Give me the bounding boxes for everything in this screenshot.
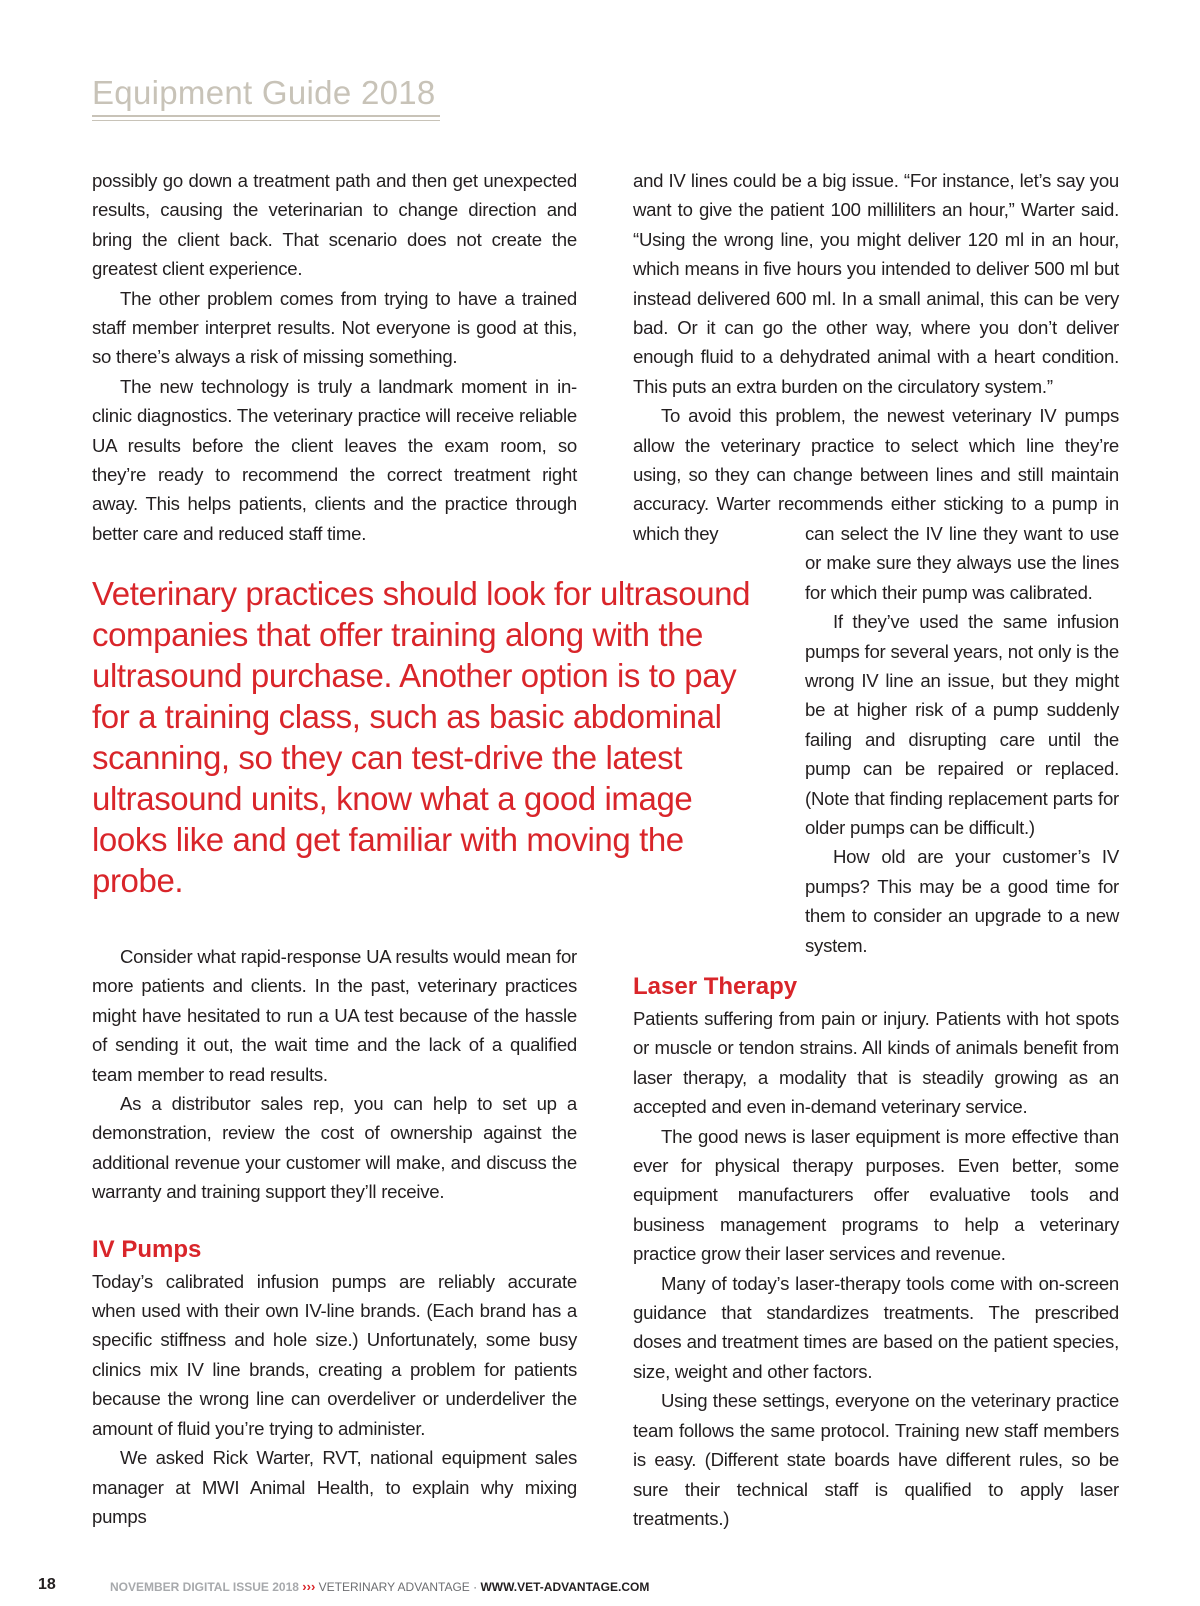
header-rule-thin xyxy=(92,120,440,121)
body-paragraph: can select the IV line they want to use or make sure they always use the lines for which their pump was calibrated. xyxy=(805,523,1119,603)
page-footer xyxy=(0,1576,1200,1598)
body-paragraph: possibly go down a treatment path and then get unexpected results, causing the veterinarian to change direction and bring the client back. That scenario does not create the greatest client experience. xyxy=(92,170,577,280)
body-paragraph: We asked Rick Warter, RVT, national equipment sales manager at MWI Animal Health, to explain why mixing pumps xyxy=(92,1447,577,1527)
left-column-bottom xyxy=(92,942,577,1531)
left-column-top xyxy=(92,166,577,548)
right-column-narrow xyxy=(805,519,1119,960)
body-paragraph: The new technology is truly a landmark moment in in-clinic diagnostics. The veterinary practice will receive reliable UA results before the client leaves the exam room, so they’re ready to recommend the correct treatment right away. This helps patients, clients and the practice through better care and reduced staff time. xyxy=(92,375,577,544)
section-heading-iv-pumps: IV Pumps xyxy=(92,1235,202,1263)
body-paragraph: As a distributor sales rep, you can help to set up a demonstration, review the cost of ownership against the additional revenue your customer will make, and discuss the warranty and training support they’ll receive. xyxy=(92,1093,577,1203)
page-number: 18 xyxy=(38,1576,56,1593)
footer-arrows-icon: ››› xyxy=(302,1579,316,1594)
body-paragraph: The other problem comes from trying to have a trained staff member interpret results. Not everyone is good at this, so there’s always a risk of missing something. xyxy=(92,287,577,368)
header-rule xyxy=(92,115,440,117)
section-heading-laser-therapy: Laser Therapy xyxy=(633,973,798,1000)
pull-quote: Veterinary practices should look for ultrasound companies that offer training along with the ultrasound purchase. Another option is to pay for a training class, such as basic abdominal scanning, so they can test-drive the latest ultrasound units, know what a good image looks like and get familiar with moving the probe. xyxy=(92,575,751,899)
body-paragraph: The good news is laser equipment is more effective than ever for physical therapy purposes. Even better, some equipment manufacturers offer evaluative tools and business management programs to help a veterinary practice grow their laser services and revenue. xyxy=(633,1125,1119,1265)
footer-issue: NOVEMBER DIGITAL ISSUE 2018 xyxy=(110,1580,299,1594)
footer-credit xyxy=(110,1579,649,1594)
body-paragraph: How old are your customer’s IV pumps? This may be a good time for them to consider an upgrade to a new system. xyxy=(805,846,1119,956)
body-paragraph: Patients suffering from pain or injury. Patients with hot spots or muscle or tendon strains. All kinds of animals benefit from laser therapy, a modality that is steadily growing as an accepted and even in-demand veterinary service. xyxy=(633,1008,1119,1118)
footer-publication: VETERINARY ADVANTAGE xyxy=(318,1580,470,1594)
body-paragraph: If they’ve used the same infusion pumps for several years, not only is the wrong IV line an issue, but they might be at higher risk of a pump suddenly failing and disrupting care until the pump can be repaired or replaced. (Note that finding replacement parts for older pumps can be difficult.) xyxy=(805,611,1119,839)
footer-url-link[interactable]: WWW.VET-ADVANTAGE.COM xyxy=(480,1580,650,1594)
right-column-bottom xyxy=(633,972,1119,1533)
body-paragraph: Many of today’s laser-therapy tools come with on-screen guidance that standardizes treatments. The prescribed doses and treatment times are based on the patient species, size, weight and other factors. xyxy=(633,1272,1119,1382)
body-paragraph: Today’s calibrated infusion pumps are reliably accurate when used with their own IV-line brands. (Each brand has a specific stiffness and hole size.) Unfortunately, some busy clinics mix IV line brands, creating a problem for patients because the wrong line can overdeliver or underdeliver the amount of fluid you’re trying to administer. xyxy=(92,1270,577,1439)
right-column-top xyxy=(633,166,1119,548)
body-paragraph: To avoid this problem, the newest veterinary IV pumps allow the veterinary practice to select which line they’re using, so they can change between lines and still maintain accuracy. Warter recommends either sticking to a pump in which they xyxy=(633,405,1119,544)
body-paragraph: Using these settings, everyone on the veterinary practice team follows the same protocol. Training new staff members is easy. (Different state boards have different rules, so be sure their technical staff is qualified to apply laser treatments.) xyxy=(633,1390,1119,1529)
footer-separator: · xyxy=(473,1580,478,1594)
page-header-title: Equipment Guide 2018 xyxy=(92,74,436,111)
body-paragraph: Consider what rapid-response UA results would mean for more patients and clients. In the past, veterinary practices might have hesitated to run a UA test because of the hassle of sending it out, the wait time and the lack of a qualified team member to read results. xyxy=(92,946,577,1085)
body-paragraph: and IV lines could be a big issue. “For instance, let’s say you want to give the patient 100 milliliters an hour,” Warter said. “Using the wrong line, you might deliver 120 ml in an hour, which means in five hours you intended to deliver 500 ml but instead delivered 600 ml. In a small animal, this can be very bad. Or it can go the other way, where you don’t deliver enough fluid to a dehydrated animal with a heart condition. This puts an extra burden on the circulatory system.” xyxy=(633,170,1119,397)
